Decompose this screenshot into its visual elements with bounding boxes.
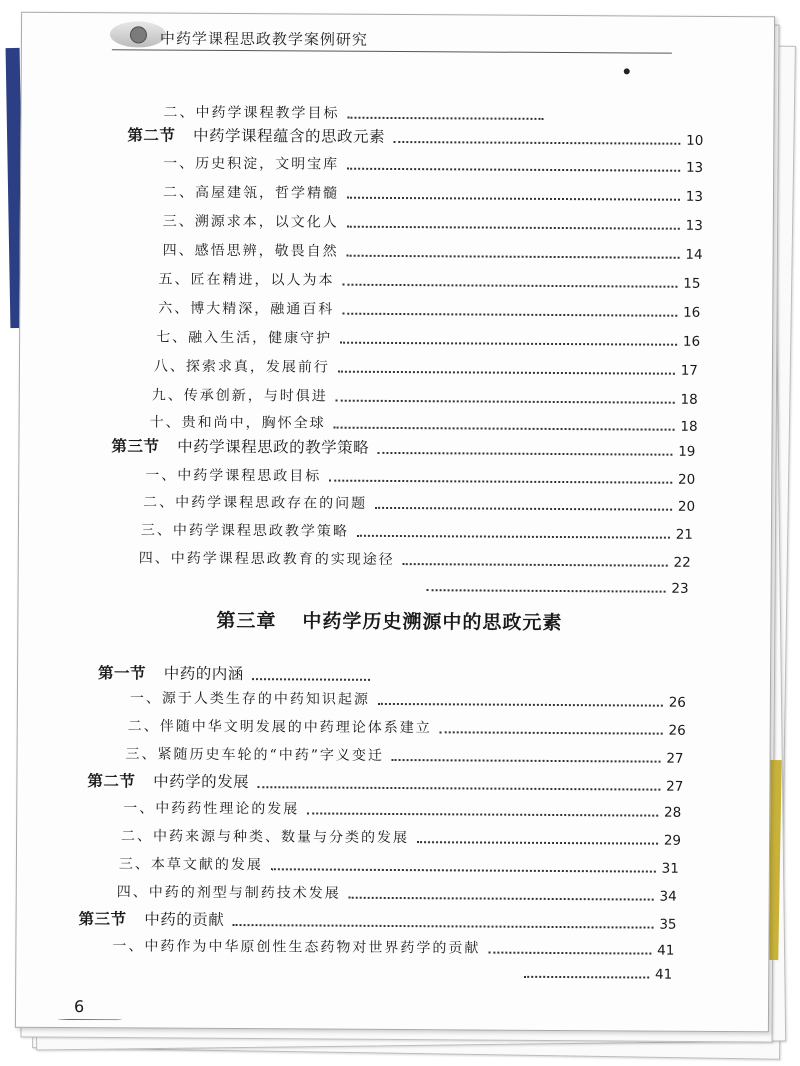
toc-row[interactable] — [163, 100, 549, 124]
leader-dots — [524, 976, 649, 979]
toc-entry-page: 20 — [677, 498, 696, 515]
toc-entry-page: 13 — [685, 159, 704, 176]
leader-dots — [340, 342, 677, 346]
toc-row[interactable] — [143, 489, 695, 514]
toc-entry-label: 二、高屋建瓴，哲学精髓 — [162, 184, 340, 202]
toc-entry-label: 一、中药作为中华原创性生态药物对世界药学的贡献 — [112, 938, 481, 957]
leader-dots — [334, 427, 675, 431]
leader-dots — [403, 563, 668, 567]
toc-section-row[interactable] — [98, 661, 376, 685]
toc-row[interactable] — [119, 851, 679, 876]
toc-entry-page: 22 — [673, 554, 691, 571]
leader-dots — [271, 868, 656, 872]
toc-entry-label: 九、传承创新，与时俱进 — [151, 387, 328, 405]
toc-row[interactable] — [141, 517, 693, 542]
leader-dots — [357, 535, 670, 539]
section-head: 第一节 — [98, 664, 147, 683]
leader-dots — [375, 507, 672, 511]
section-head: 第三节 — [111, 437, 160, 456]
toc-row[interactable] — [163, 180, 703, 205]
leader-dots — [392, 759, 660, 763]
toc-row[interactable] — [163, 238, 703, 263]
toc-entry-label: 二、中药学课程思政存在的问题 — [143, 494, 368, 512]
chapter-title: 中药学历史溯源中的思政元素 — [302, 610, 563, 635]
toc-entry-page: 13 — [685, 217, 703, 234]
toc-section-label — [111, 434, 369, 458]
toc-section-label — [127, 123, 385, 147]
toc-section-row[interactable] — [79, 907, 677, 933]
leader-dots — [347, 117, 543, 120]
toc-row[interactable] — [163, 151, 703, 176]
toc-entry-page: 27 — [666, 778, 684, 795]
leader-dots — [342, 313, 677, 317]
chapter-heading — [216, 606, 562, 635]
section-head: 第二节 — [87, 772, 136, 791]
toc-entry-label: 三、紧随历史车轮的“中药”字义变迁 — [125, 746, 384, 764]
toc-entry-label: 四、感悟思辨，敬畏自然 — [162, 242, 339, 260]
toc-section-label — [87, 769, 249, 792]
toc-entry-label: 八、探索求真，发展前行 — [153, 358, 330, 376]
toc-entry-label: 七、融入生活，健康守护 — [156, 329, 333, 347]
leader-dots — [440, 731, 663, 734]
toc-entry-page: 17 — [680, 362, 698, 379]
section-title: 中药的贡献 — [144, 910, 225, 929]
toc-entry-label: 一、中药学课程思政目标 — [145, 467, 322, 485]
toc-entry-page: 16 — [682, 333, 701, 350]
leader-dots — [349, 897, 654, 901]
toc-section-row[interactable] — [87, 769, 683, 795]
leader-dots — [417, 841, 658, 844]
toc-entry-page: 26 — [668, 722, 686, 739]
toc-entry-page: 35 — [659, 916, 677, 933]
toc-entry-page: 18 — [680, 391, 698, 408]
toc-entry-page: 13 — [685, 188, 704, 205]
toc-entry-page: 31 — [661, 860, 679, 877]
toc-entry-label: 五、匠在精进，以人为本 — [158, 271, 335, 289]
section-title: 中药的内涵 — [163, 664, 244, 684]
leader-dots — [257, 786, 660, 790]
section-head: 第二节 — [127, 126, 176, 145]
toc-row[interactable] — [117, 879, 677, 904]
toc-entry-label: 一、历史积淀，文明宝库 — [163, 155, 340, 173]
toc-row[interactable] — [123, 795, 681, 820]
toc-entry-label: 一、源于人类生存的中药知识起源 — [129, 690, 370, 708]
leader-dots — [378, 703, 663, 707]
toc-row[interactable] — [112, 933, 674, 958]
toc-entry-label: 二、中药学课程教学目标 — [163, 104, 340, 122]
leader-dots — [336, 400, 675, 404]
leader-dots — [347, 255, 680, 259]
toc-entry-page: 28 — [663, 804, 682, 821]
toc-entry-label: 六、博大精深，融通百科 — [158, 300, 335, 318]
toc-entry-label: 三、本草文献的发展 — [118, 856, 263, 874]
book-page — [15, 12, 775, 1033]
toc-row[interactable] — [516, 960, 672, 983]
page-number: 6 — [73, 997, 85, 1017]
toc-row[interactable] — [128, 713, 686, 738]
toc-entry-page: 14 — [685, 246, 703, 263]
section-title: 中药学课程蕴含的思政元素 — [193, 126, 386, 146]
toc-row[interactable] — [126, 741, 684, 766]
section-head: 第三节 — [78, 910, 127, 929]
leader-dots — [347, 197, 680, 201]
leader-dots — [252, 678, 370, 681]
toc-entry-label: 十、贵和尚中，胸怀全球 — [149, 414, 326, 432]
page-number-swoosh — [58, 1019, 122, 1020]
toc-entry-page: 10 — [686, 132, 704, 149]
leader-dots — [347, 226, 680, 230]
toc-entry-page: 23 — [671, 580, 689, 597]
toc-row[interactable] — [158, 267, 700, 292]
toc-entry-label: 三、溯源求本，以文化人 — [162, 213, 339, 231]
toc-entry-page: 29 — [663, 832, 682, 849]
chapter-number: 第三章 — [216, 609, 277, 633]
toc-entry-label: 一、中药药性理论的发展 — [123, 800, 300, 818]
toc-row[interactable] — [150, 409, 698, 434]
toc-entry-page: 16 — [683, 304, 701, 321]
leader-dots — [342, 284, 677, 288]
toc-row[interactable] — [145, 462, 695, 487]
toc-entry-label: 二、伴随中华文明发展的中药理论体系建立 — [127, 718, 432, 737]
toc-entry-page: 20 — [678, 471, 696, 488]
leader-dots — [488, 952, 651, 955]
toc-row[interactable] — [130, 685, 686, 710]
header-rule — [112, 49, 672, 53]
toc-section-label — [79, 907, 225, 930]
toc-entry-page: 19 — [678, 443, 696, 460]
toc-row[interactable] — [419, 573, 689, 597]
section-title: 中药学的发展 — [153, 772, 250, 792]
toc-entry-label: 二、中药来源与种类、数量与分类的发展 — [121, 828, 410, 847]
leader-dots — [338, 371, 675, 375]
leader-dots — [427, 589, 666, 592]
header-logo-dot-icon — [130, 26, 147, 43]
toc-entry-page: 26 — [668, 694, 686, 711]
toc-entry-page: 21 — [675, 526, 693, 543]
toc-entry-page: 41 — [655, 966, 673, 983]
toc-row[interactable] — [156, 325, 700, 350]
toc-section-row[interactable] — [111, 434, 695, 460]
toc-row[interactable] — [139, 545, 691, 570]
toc-section-label — [98, 661, 244, 684]
toc-row[interactable] — [152, 383, 698, 408]
header-bullet-icon — [624, 68, 630, 74]
toc-entry-page: 27 — [666, 750, 684, 767]
toc-entry-page: 18 — [680, 418, 698, 435]
toc-entry-label: 三、中药学课程思政教学策略 — [140, 522, 349, 540]
toc-entry-page: 34 — [659, 888, 677, 905]
leader-dots — [329, 480, 672, 484]
leader-dots — [307, 812, 658, 816]
section-title: 中药学课程思政的教学策略 — [177, 437, 370, 457]
leader-dots — [347, 168, 680, 172]
toc-row[interactable] — [163, 209, 703, 234]
leader-dots — [393, 141, 680, 145]
running-header-title: 中药学课程思政教学案例研究 — [159, 29, 369, 49]
toc-entry-page: 15 — [683, 275, 701, 292]
leader-dots — [377, 452, 672, 456]
toc-entry-page: 41 — [657, 942, 675, 959]
toc-row[interactable] — [154, 354, 698, 379]
leader-dots — [232, 924, 653, 929]
toc-section-row[interactable] — [127, 123, 703, 149]
toc-entry-label: 四、中药的剂型与制药技术发展 — [116, 884, 341, 902]
toc-row[interactable] — [121, 823, 681, 848]
toc-row[interactable] — [158, 296, 700, 321]
toc-entry-label: 四、中药学课程思政教育的实现途径 — [138, 550, 395, 568]
